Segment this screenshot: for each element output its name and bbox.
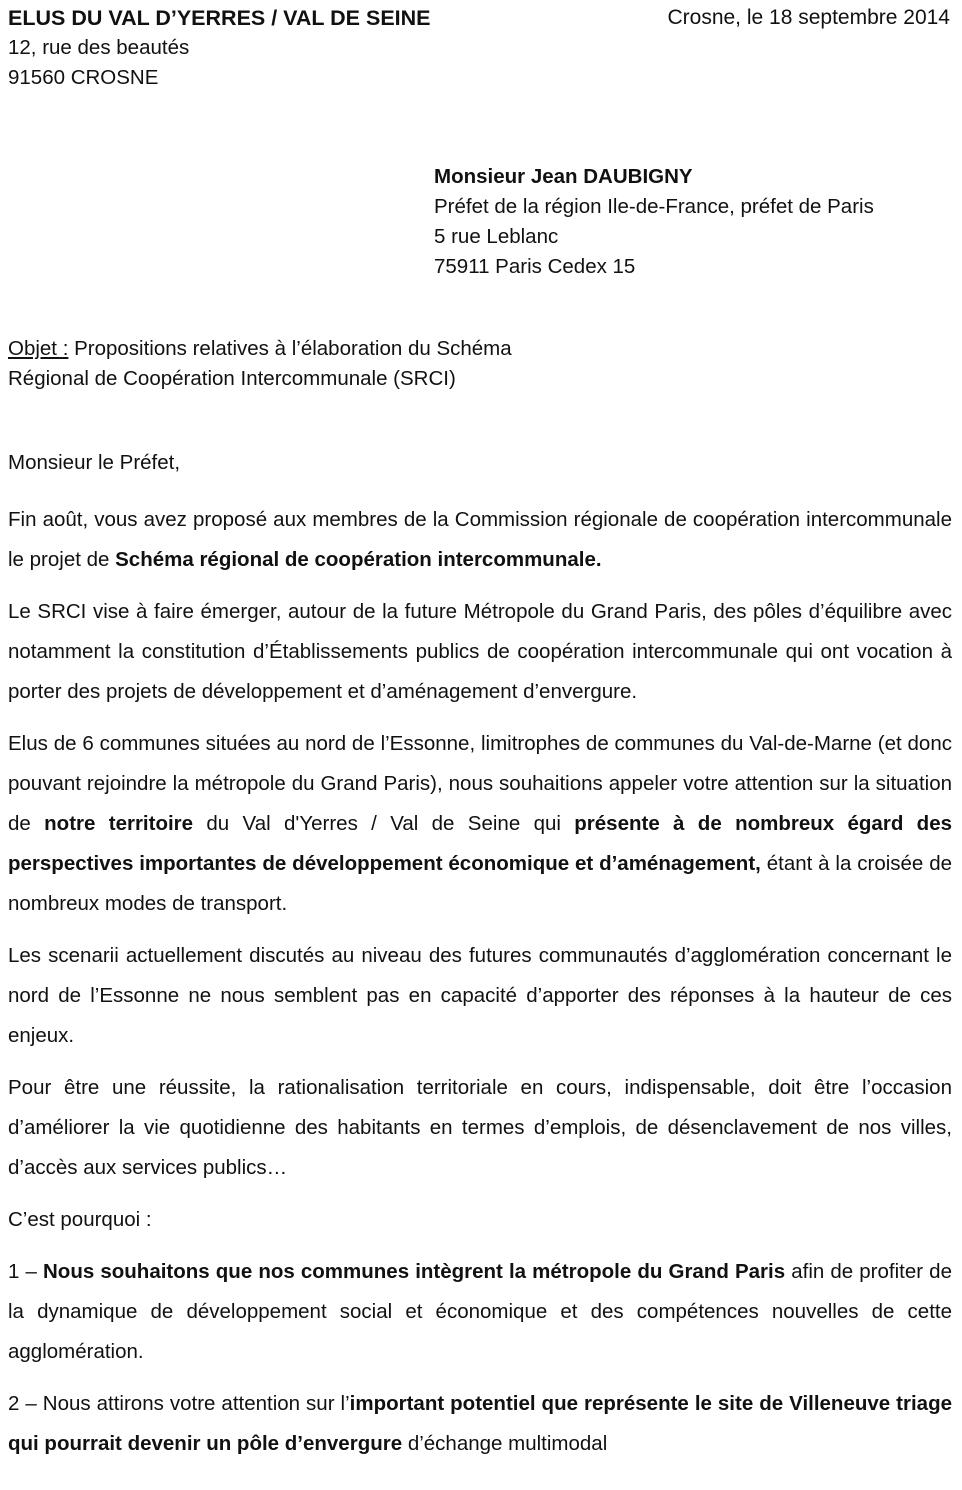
sender-address-line-2: 91560 CROSNE: [8, 66, 159, 89]
paragraph-3-bold-a: notre territoire: [44, 812, 194, 835]
paragraph-7-bold: Nous souhaitons que nos communes intègrent la métropole du Grand Paris: [43, 1260, 786, 1283]
paragraph-3-bold-b: présente à de nombreux égard des perspectives importantes de développement économique et d’aménagement,: [8, 812, 953, 875]
paragraph-4: Les scenarii actuellement discutés au niveau des futures communautés d’agglomération concernant le nord de l’Essonne ne nous semblent pas en capacité d’apporter des réponses à la hauteur de ces enjeux.: [8, 944, 952, 1047]
recipient-name: Monsieur Jean DAUBIGNY: [434, 165, 693, 188]
paragraph-2: Le SRCI vise à faire émerger, autour de la future Métropole du Grand Paris, des pôles d’équilibre avec notamment la constitution d’Établissements publics de coopération intercommunale qui ont vocation à porter des projets de développement et d’aménagement d’envergure.: [8, 600, 952, 703]
salutation: Monsieur le Préfet,: [8, 451, 181, 474]
paragraph-7-number: 1 –: [8, 1260, 43, 1283]
letter-date: Crosne, le 18 septembre 2014: [667, 6, 950, 29]
sender-address-line-1: 12, rue des beautés: [8, 36, 190, 59]
paragraph-1-text: Fin août, vous avez proposé aux membres de la Commission régionale de coopération intercommunale le projet de: [8, 508, 952, 571]
paragraph-3-text-b: du Val d'Yerres / Val de Seine qui: [193, 812, 575, 835]
subject-line-1: Propositions relatives à l’élaboration du Schéma: [68, 337, 512, 360]
letter-body: [8, 500, 952, 1476]
sender-block: [8, 3, 431, 93]
paragraph-5: Pour être une réussite, la rationalisation territoriale en cours, indispensable, doit être l’occasion d’améliorer la vie quotidienne des habitants en termes d’emplois, de désenclavement de nos villes, d’accès aux services publics…: [8, 1076, 952, 1179]
subject-label: Objet :: [8, 337, 69, 360]
subject-line-2: Régional de Coopération Intercommunale (SRCI): [8, 367, 456, 390]
recipient-city: 75911 Paris Cedex 15: [434, 255, 636, 278]
paragraph-8-text-a: 2 – Nous attirons votre attention sur l’: [8, 1392, 350, 1415]
paragraph-3-text-a: Elus de 6 communes situées au nord de l’Essonne, limitrophes de communes du Val-de-Marne (et donc pouvant rejoindre la métropole du Grand Paris), nous souhaitions appeler votre attention sur la situation de: [8, 732, 952, 835]
paragraph-3: [8, 724, 952, 924]
paragraph-8-bold: important potentiel que représente le site de Villeneuve triage qui pourrait devenir un pôle d’envergure: [8, 1392, 952, 1455]
sender-organization: ELUS DU VAL D’YERRES / VAL DE SEINE: [8, 6, 431, 30]
paragraph-6: C’est pourquoi :: [8, 1208, 152, 1231]
paragraph-7-text: afin de profiter de la dynamique de développement social et économique et des compétences nouvelles de cette agglomération.: [8, 1260, 952, 1363]
paragraph-1-bold: Schéma régional de coopération intercommunale.: [115, 548, 602, 571]
recipient-block: [434, 162, 874, 282]
paragraph-7: [8, 1252, 952, 1372]
recipient-title: Préfet de la région Ile-de-France, préfet de Paris: [434, 195, 874, 218]
subject-block: [8, 334, 512, 394]
paragraph-3-text-c: étant à la croisée de nombreux modes de transport.: [8, 852, 952, 915]
paragraph-8: [8, 1384, 952, 1464]
recipient-street: 5 rue Leblanc: [434, 225, 559, 248]
paragraph-1: [8, 500, 952, 580]
paragraph-8-text-b: d’échange multimodal: [402, 1432, 608, 1455]
